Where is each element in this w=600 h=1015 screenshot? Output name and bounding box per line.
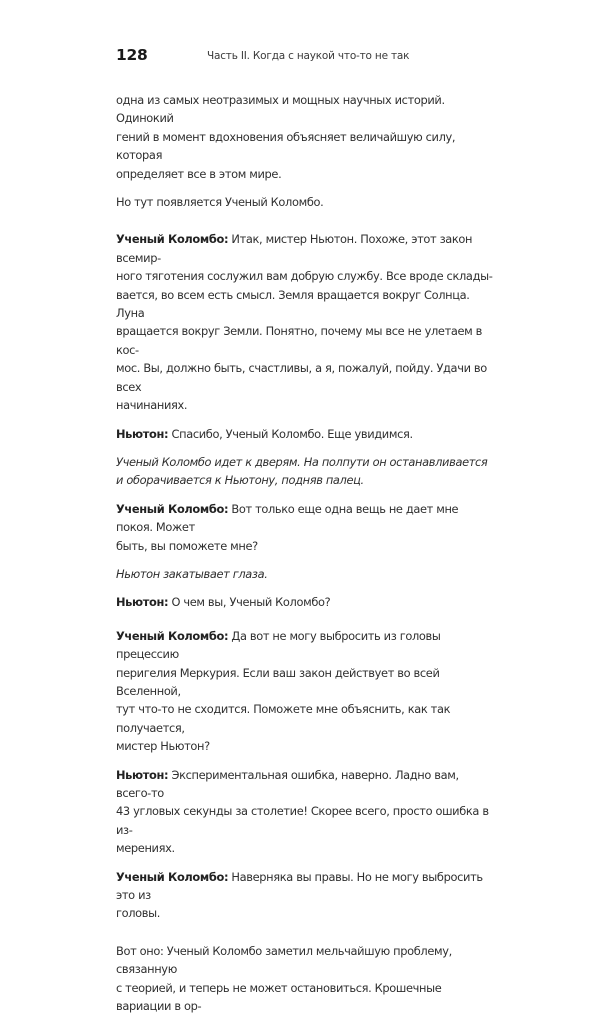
narrative-paragraph	[116, 91, 494, 183]
dialogue-text: Вот только еще одна вещь не дает мне покоя. Может	[116, 501, 459, 535]
narrative-paragraph	[116, 193, 494, 211]
text-line: ного тяготения сослужил вам добрую службу. Все вроде склады-	[116, 269, 493, 284]
text-line: тут что-то не сходится. Поможете мне объяснить, как так получается,	[116, 702, 451, 735]
narrative-paragraph	[116, 942, 494, 1015]
dialogue-text: О чем вы, Ученый Коломбо?	[168, 595, 331, 610]
dialogue-block	[116, 868, 494, 923]
text-line	[116, 627, 494, 664]
page-header	[116, 46, 496, 70]
text-line	[116, 500, 494, 537]
text-line: начинаниях.	[116, 398, 188, 413]
text-line: 43 угловых секунды за столетие! Скорее всего, просто ошибка в из-	[116, 804, 489, 837]
dialogue-block	[116, 766, 494, 858]
dialogue-block	[116, 500, 494, 555]
text-line: вается, во всем есть смысл. Земля вращается вокруг Солнца. Луна	[116, 287, 470, 321]
stage-direction	[116, 565, 494, 583]
speaker-name: Ньютон:	[116, 426, 169, 441]
dialogue-block	[116, 230, 494, 414]
text-line: гений в момент вдохновения объясняет величайшую силу, которая	[116, 129, 456, 163]
text-line: Вот оно: Ученый Коломбо заметил мельчайшую проблему, связанную	[116, 943, 452, 977]
text-line	[116, 230, 494, 267]
text-line: перигелия Меркурия. Если ваш закон действует во всей Вселенной,	[116, 665, 440, 698]
dialogue-text: Спасибо, Ученый Коломбо. Еще увидимся.	[168, 426, 413, 441]
text-line	[116, 425, 494, 443]
dialogue-block	[116, 627, 494, 756]
text-line: определяет все в этом мире.	[116, 166, 282, 181]
dialogue-text: Экспериментальная ошибка, наверно. Ладно вам, всего-то	[116, 767, 459, 800]
speaker-name: Ученый Коломбо:	[116, 232, 229, 247]
text-line	[116, 593, 494, 611]
text-line: быть, вы поможете мне?	[116, 538, 258, 553]
text-line	[116, 868, 494, 905]
text-line: мос. Вы, должно быть, счастливы, а я, пожалуй, пойду. Удачи во всех	[116, 361, 487, 394]
text-line: Но тут появляется Ученый Коломбо.	[116, 195, 324, 210]
dialogue-text: Да вот не могу выбросить из головы прецессию	[116, 628, 441, 662]
text-line: мистер Ньютон?	[116, 739, 210, 754]
page-body	[116, 91, 494, 1015]
text-line: мерениях.	[116, 841, 175, 856]
text-line: одна из самых неотразимых и мощных научных историй. Одинокий	[116, 93, 445, 126]
speaker-name: Ученый Коломбо:	[116, 501, 229, 516]
text-line: вращается вокруг Земли. Понятно, почему мы все не улетаем в кос-	[116, 324, 483, 357]
dialogue-text: Итак, мистер Ньютон. Похоже, этот закон всемир-	[116, 232, 473, 265]
text-line: головы.	[116, 906, 161, 921]
text-line: с теорией, и теперь не может остановиться. Крошечные вариации в ор-	[116, 980, 442, 1014]
speaker-name: Ученый Коломбо:	[116, 628, 229, 643]
page-number: 128	[116, 46, 148, 64]
dialogue-block	[116, 425, 494, 443]
text-line: Ньютон закатывает глаза.	[116, 566, 268, 581]
text-line: Ученый Коломбо идет к дверям. На полпути он останавливается	[116, 454, 488, 469]
speaker-name: Ученый Коломбо:	[116, 869, 229, 884]
text-line	[116, 766, 494, 803]
text-line: и оборачивается к Ньютону, подняв палец.	[116, 473, 364, 488]
dialogue-block	[116, 593, 494, 611]
dialogue-text: Наверняка вы правы. Но не могу выбросить это из	[116, 869, 483, 903]
stage-direction	[116, 453, 494, 490]
running-head: Часть II. Когда с наукой что-то не так	[207, 50, 410, 62]
speaker-name: Ньютон:	[116, 595, 169, 610]
speaker-name: Ньютон:	[116, 767, 169, 782]
